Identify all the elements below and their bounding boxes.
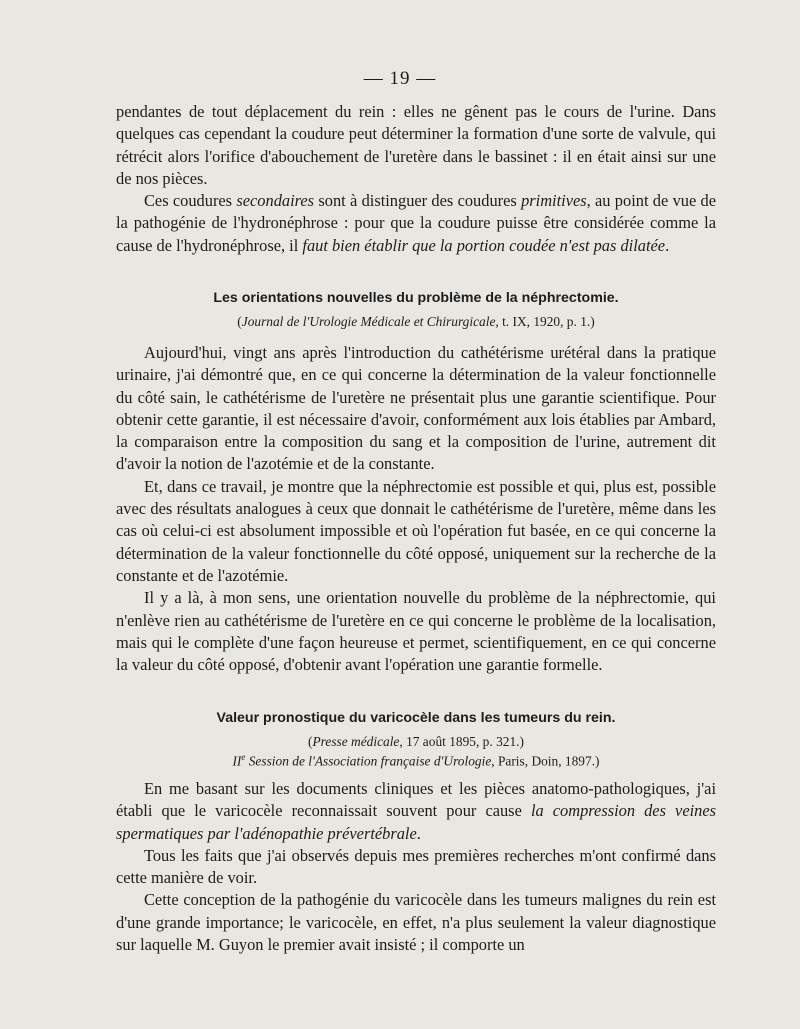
- paragraph: Ces coudures secondaires sont à distinguer des coudures primitives, au point de vue de la pathogénie de l'hydronéphrose : pour que la coudure puisse être considérée comme la cause de l'hydronéphrose, il faut bien établir que la portion coudée n'est pas dilatée.: [116, 191, 717, 255]
- section-reference: IIe Session de l'Association française d'Urologie, Paris, Doin, 1897.): [232, 752, 600, 769]
- paragraph: En me basant sur les documents cliniques et les pièces anatomo-pathologiques, j'ai établi que le varicocèle reconnaissait souvent pour cause la compression des veines spermatiques par l'adénopathie prévertébrale.: [116, 779, 717, 843]
- page-number: — 19 —: [363, 68, 437, 89]
- section-title: Valeur pronostique du varicocèle dans les tumeurs du rein.: [216, 710, 616, 726]
- intro-block: [116, 101, 716, 257]
- paragraph: pendantes de tout déplacement du rein : elles ne gênent pas le cours de l'urine. Dans quelques cas cependant la coudure peut déterminer la formation d'une sorte de valvule, qui rétrécit alors l'orifice d'abouchement de l'uretère dans le bassinet : il en était ainsi sur une de nos pièces.: [116, 102, 716, 188]
- paragraph: Il y a là, à mon sens, une orientation nouvelle du problème de la néphrectomie, qui n'enlève rien au cathétérisme de l'uretère en ce qui concerne le problème de la localisation, mais qui le complète d'une façon heureuse et permet, scientifiquement, en ce qui concerne la valeur du côté opposé, d'obtenir avant l'opération une garantie formelle.: [116, 588, 716, 675]
- section-reference: (Presse médicale, 17 août 1895, p. 321.): [308, 734, 524, 749]
- section-title: Les orientations nouvelles du problème de la néphrectomie.: [213, 290, 619, 306]
- paragraph: Aujourd'hui, vingt ans après l'introduction du cathétérisme urétéral dans la pratique urinaire, j'ai démontré que, en ce qui concerne la détermination de la valeur fonctionnelle du côté sain, le cathétérisme de l'uretère ne présentait plus une garantie scientifique. Pour obtenir cette garantie, il est nécessaire d'avoir, conformément aux lois établies par Ambard, la comparaison entre la composition du sang et la composition de l'urine, autrement dit d'avoir la notion de l'azotémie et de la constante.: [116, 343, 716, 474]
- paragraph: Cette conception de la pathogénie du varicocèle dans les tumeurs malignes du rein est d'une grande importance; le varicocèle, en effet, n'a plus seulement la valeur diagnostique sur laquelle M. Guyon le premier avait insisté ; il comporte un: [116, 890, 716, 955]
- section-reference: (Journal de l'Urologie Médicale et Chirurgicale, t. IX, 1920, p. 1.): [237, 314, 595, 329]
- paragraph: Et, dans ce travail, je montre que la néphrectomie est possible et qui, plus est, possible avec des résultats analogues à ceux que donnait le cathétérisme de l'uretère, même dans les cas où celui-ci est absolument impossible et où l'opération fut basée, en ce qui concerne la détermination de la valeur fonctionnelle du côté opposé, uniquement sur la recherche de la constante et de l'azotémie.: [116, 476, 716, 585]
- section-body: [116, 342, 716, 676]
- paragraph: Tous les faits que j'ai observés depuis mes premières recherches m'ont confirmé dans cette manière de voir.: [116, 845, 716, 888]
- section-body: [116, 778, 716, 956]
